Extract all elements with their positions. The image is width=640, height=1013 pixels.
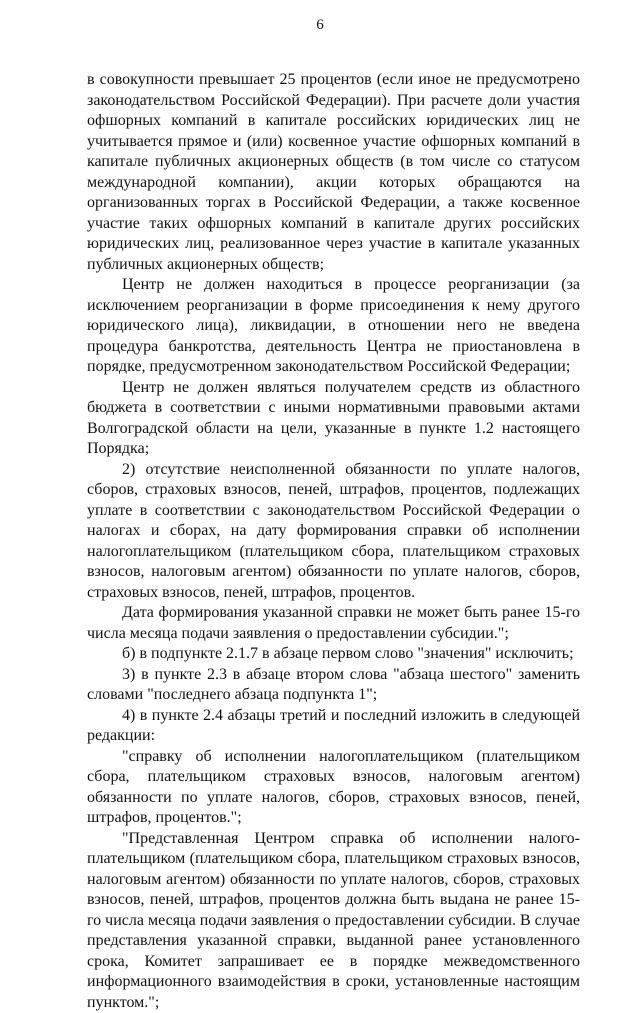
paragraph-point-2-4: 4) в пункте 2.4 абзацы третий и последний изложить в следующей редакции:	[87, 706, 580, 747]
paragraph-certificate-validity: "Представленная Центром справка об исполнении налого-плательщиком (плательщиком сбора, плательщиком страховых взносов, налоговым агентом) обязанности по уплате налогов, сборов, страховых взносов, пеней, штрафов, процентов должна быть выдана не ранее 15-го числа месяца подачи заявления о предоставлении субсидии. В случае представления указанной справки, выданной ранее установленного срока, Комитет запрашивает ее в порядке межведомственного информационного взаимодействия в сроки, установленные настоящим пунктом.";	[87, 829, 580, 1013]
paragraph-point-2-3: 3) в пункте 2.3 в абзаце втором слова "абзаца шестого" заменить словами "последнего абзаца подпункта 1";	[87, 665, 580, 706]
paragraph-certificate-text: "справку об исполнении налогоплательщиком (плательщиком сбора, плательщиком страховых взносов, налоговым агентом) обязанности по уплате налогов, сборов, страховых взносов, пеней, штрафов, процентов.";	[87, 747, 580, 829]
paragraph-tax-obligation: 2) отсутствие неисполненной обязанности по уплате налогов, сборов, страховых взносов, пеней, штрафов, процентов, подлежащих уплате в соответствии с законодательством Российской Федерации о налогах и сборах, на дату формирования справки об исполнении налогоплательщиком (плательщиком сбора, плательщиком страховых взносов, налоговым агентом) обязанности по уплате налогов, сборов, страховых взносов, пеней, штрафов, процентов.	[87, 460, 580, 604]
paragraph-offshore-share: в совокупности превышает 25 процентов (если иное не предусмотрено законодательством Российской Федерации). При расчете доли участия офшорных компаний в капитале российских юридических лиц не учитывается прямое и (или) косвенное участие офшорных компаний в капитале публичных акционерных обществ (в том числе со статусом международной компании), акции которых обращаются на организованных торгах в Российской Федерации, а также косвенное участие таких офшорных компаний в капитале других российских юридических лиц, реализованное через участие в капитале указанных публичных акционерных обществ;	[87, 70, 580, 275]
page-number: 6	[0, 16, 640, 34]
paragraph-budget-recipient: Центр не должен являться получателем средств из областного бюджета в соответствии с иными нормативными правовыми актами Волгоградской области на цели, указанные в пункте 1.2 настоящего Порядка;	[87, 378, 580, 460]
paragraph-reorganization: Центр не должен находиться в процессе реорганизации (за исключением реорганизации в форме присоединения к нему другого юридического лица), ликвидации, в отношении него не введена процедура банкротства, деятельность Центра не приостановлена в порядке, предусмотренном законодательством Российской Федерации;	[87, 275, 580, 378]
document-body	[87, 70, 580, 1013]
paragraph-subpoint-2-1-7: б) в подпункте 2.1.7 в абзаце первом слово "значения" исключить;	[87, 644, 580, 665]
paragraph-certificate-date: Дата формирования указанной справки не может быть ранее 15-го числа месяца подачи заявления о предоставлении субсидии.";	[87, 603, 580, 644]
